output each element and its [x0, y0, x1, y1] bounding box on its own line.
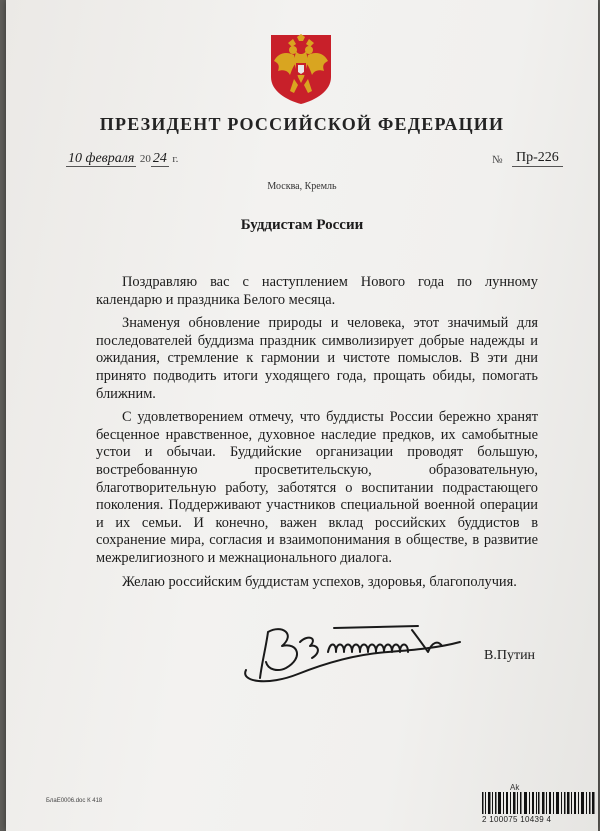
registry-mark: Ak — [510, 783, 520, 792]
letterhead-title: ПРЕЗИДЕНТ РОССИЙСКОЙ ФЕДЕРАЦИИ — [99, 114, 505, 134]
letter-body — [96, 274, 538, 597]
coat-of-arms-icon — [268, 33, 334, 105]
paragraph-4: Желаю российским буддистам успехов, здоровья, благополучия. — [122, 573, 517, 590]
issue-place: Москва, Кремль — [267, 181, 337, 192]
barcode-icon — [480, 792, 598, 814]
date-year-mark: г. — [172, 153, 179, 165]
date-day-month: 10 февраля — [68, 151, 135, 166]
paragraph-1: Поздравляю вас с наступлением Нового года по лунному календарю и праздника Белого месяца. — [96, 274, 538, 308]
paragraph-3: С удовлетворением отмечу, что буддисты России бережно хранят бесценное нравственное, духовное наследие предков, их самобытные устои и обычаи. Буддийские организации проводят большую, востребованную просветительскую, образовательную, благотворительную работу, заботятся о воспитании подрастающего поколения. Поддерживают участников специальной военной операции и их семьи. И конечно, важен вклад российских буддистов в сохранение мира, согласия и взаимопонимания в обществе, в развитие межрелигиозного и межнационального диалога. — [96, 409, 538, 566]
signer-name: В.Путин — [484, 648, 536, 663]
date-year-prefix: 20 — [139, 153, 151, 165]
letter-heading: Буддистам России — [240, 217, 364, 233]
document-number: Пр-226 — [512, 150, 563, 167]
number-label: № — [492, 154, 503, 166]
letter-sheet — [6, 0, 598, 831]
barcode-digits: 2 100075 10439 4 — [482, 815, 552, 824]
letter-date — [66, 151, 178, 167]
handwritten-signature — [238, 612, 468, 692]
document-reference: БлаЕ0006.doc К 418 — [46, 798, 103, 804]
paragraph-2: Знаменуя обновление природы и человека, этот значимый для последователей буддизма праздник символизирует добрые надежды и ожидания, стремление к гармонии и чистоте помыслов. В эти дни принято подводить итоги уходящего года, прощать обиды, помогать ближним. — [96, 315, 538, 402]
date-year-suffix: 24 — [152, 151, 167, 166]
